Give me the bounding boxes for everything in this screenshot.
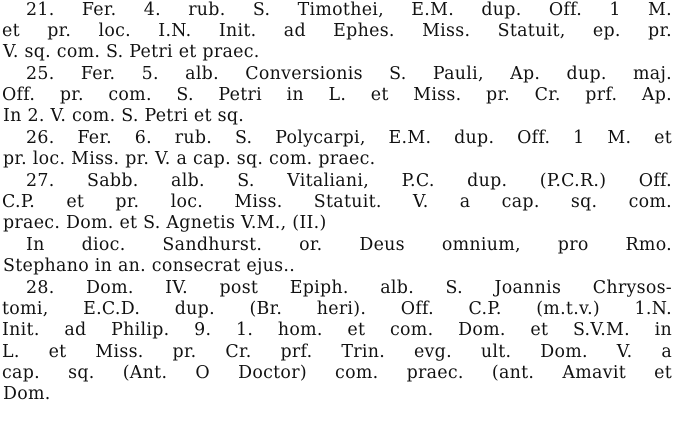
text-line: Init. ad Philip. 9. 1. hom. et com. Dom. et S.V.M. in bbox=[2, 320, 672, 340]
text-line: 26. Fer. 6. rub. S. Polycarpi, E.M. dup. Off. 1 M. et bbox=[26, 128, 672, 148]
text-line: C.P. et pr. loc. Miss. Statuit. V. a cap. sq. com. bbox=[2, 192, 672, 212]
text-line: V. sq. com. S. Petri et praec. bbox=[3, 42, 260, 62]
text-line: In 2. V. com. S. Petri et sq. bbox=[3, 106, 245, 126]
text-line: cap. sq. (Ant. O Doctor) com. praec. (ant. Amavit et bbox=[2, 363, 672, 383]
text-line: Dom. bbox=[3, 384, 51, 404]
text-line: et pr. loc. I.N. Init. ad Ephes. Miss. Statuit, ep. pr. bbox=[2, 21, 672, 41]
text-line: 21. Fer. 4. rub. S. Timothei, E.M. dup. Off. 1 M. bbox=[26, 0, 672, 20]
text-line: praec. Dom. et S. Agnetis V.M., (II.) bbox=[3, 213, 327, 233]
text-line: 27. Sabb. alb. S. Vitaliani, P.C. dup. (P.C.R.) Off. bbox=[26, 171, 672, 191]
text-line: pr. loc. Miss. pr. V. a cap. sq. com. praec. bbox=[3, 149, 376, 169]
text-line: 25. Fer. 5. alb. Conversionis S. Pauli, Ap. dup. maj. bbox=[26, 64, 672, 84]
text-line: Off. pr. com. S. Petri in L. et Miss. pr. Cr. prf. Ap. bbox=[2, 85, 672, 105]
text-line: tomi, E.C.D. dup. (Br. heri). Off. C.P. (m.t.v.) 1.N. bbox=[2, 299, 672, 319]
text-line: L. et Miss. pr. Cr. prf. Trin. evg. ult. Dom. V. a bbox=[2, 342, 672, 362]
text-line: In dioc. Sandhurst. or. Deus omnium, pro Rmo. bbox=[26, 235, 672, 255]
text-line: Stephano in an. consecrat ejus.. bbox=[3, 256, 296, 276]
text-line: 28. Dom. IV. post Epiph. alb. S. Joannis Chrysos- bbox=[26, 278, 672, 298]
